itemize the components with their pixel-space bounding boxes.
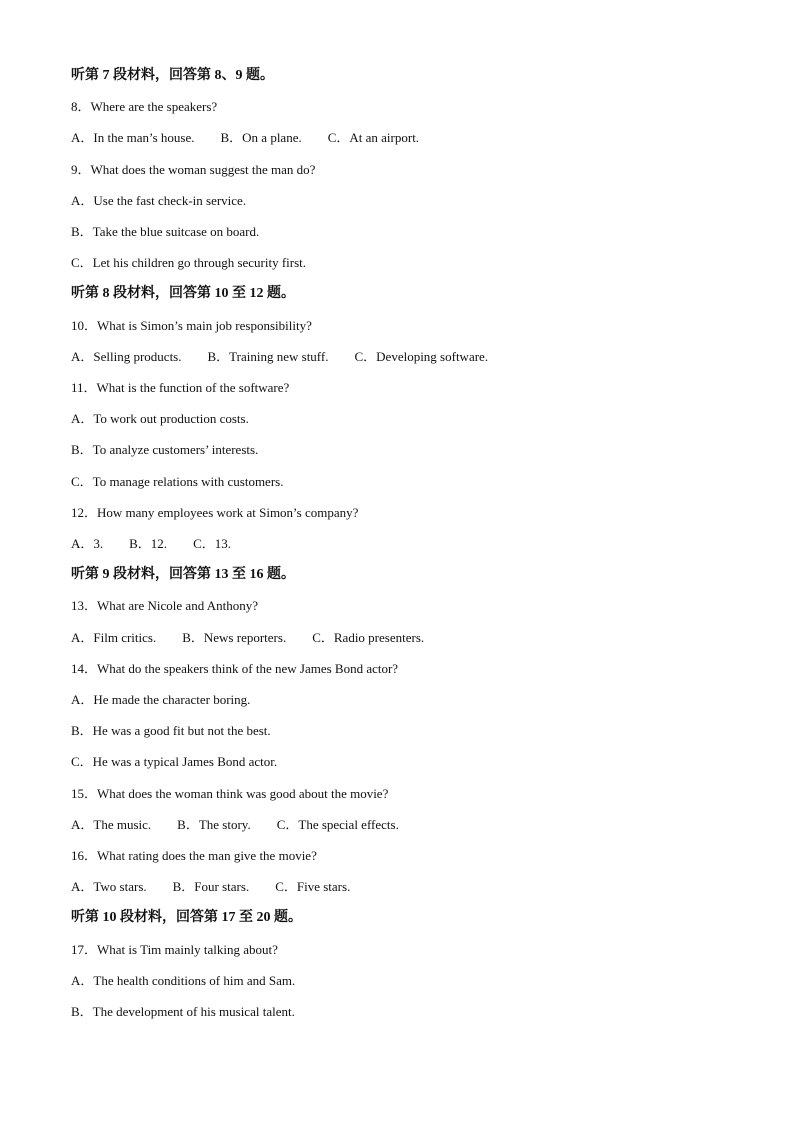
answer-option: B．12.	[129, 536, 168, 551]
question-line: A．He made the character boring.	[71, 692, 251, 707]
option-row	[71, 349, 514, 365]
question-line: 16．What rating does the man give the movie?	[71, 848, 317, 863]
question-line: 17．What is Tim mainly talking about?	[71, 941, 278, 957]
question-line: 12．How many employees work at Simon’s company?	[71, 504, 359, 520]
option-row	[71, 630, 450, 646]
question-line: 13．What are Nicole and Anthony?	[71, 598, 258, 614]
question-line: A．Use the fast check-in service.	[71, 192, 247, 208]
option-row	[71, 130, 445, 146]
answer-option: C．13.	[193, 536, 231, 551]
option-row	[71, 879, 376, 895]
question-line: B．The development of his musical talent.	[71, 1004, 295, 1019]
question-line: B．Take the blue suitcase on board.	[71, 224, 260, 239]
answer-option: A．Film critics.	[71, 629, 157, 645]
question-line: 10．What is Simon’s main job responsibility?	[71, 317, 312, 333]
question-line: 9．What does the woman suggest the man do?	[71, 161, 316, 177]
question-line: 14．What do the speakers think of the new James Bond actor?	[71, 660, 399, 676]
section-heading: 听第 9 段材料，回答第 13 至 16 题。	[71, 567, 295, 583]
question-line: C．To manage relations with customers.	[71, 473, 284, 489]
answer-option: B．The story.	[177, 816, 251, 832]
question-line: C．He was a typical James Bond actor.	[71, 754, 278, 770]
section-heading: 听第 10 段材料，回答第 17 至 20 题。	[71, 910, 302, 926]
answer-option: C．At an airport.	[327, 130, 420, 146]
question-line: C．Let his children go through security first.	[71, 255, 307, 271]
answer-option: A．Selling products.	[71, 348, 182, 364]
answer-option: A．The music.	[71, 816, 152, 832]
answer-option: B．Training new stuff.	[207, 348, 329, 364]
question-line: A．The health conditions of him and Sam.	[71, 972, 296, 988]
question-line: B．To analyze customers’ interests.	[71, 442, 259, 458]
option-row	[71, 817, 425, 833]
option-row	[71, 536, 257, 552]
answer-option: B．News reporters.	[182, 629, 287, 645]
answer-option: C．The special effects.	[276, 816, 399, 832]
answer-option: C．Radio presenters.	[312, 629, 425, 645]
answer-option: C．Five stars.	[275, 879, 351, 895]
question-line: 8．Where are the speakers?	[71, 99, 218, 115]
answer-option: B．Four stars.	[172, 879, 250, 895]
answer-option: B．On a plane.	[220, 130, 302, 146]
question-line: 11．What is the function of the software?	[71, 380, 290, 395]
answer-option: C．Developing software.	[354, 348, 489, 364]
question-line: B．He was a good fit but not the best.	[71, 723, 271, 739]
section-heading: 听第 8 段材料，回答第 10 至 12 题。	[71, 286, 295, 302]
question-line: 15．What does the woman think was good about the movie?	[71, 785, 389, 801]
answer-option: A．Two stars.	[71, 879, 147, 895]
answer-option: A．In the man’s house.	[71, 130, 195, 146]
section-heading: 听第 7 段材料，回答第 8、9 题。	[71, 68, 274, 83]
question-line: A．To work out production costs.	[71, 411, 249, 427]
answer-option: A．3.	[71, 536, 104, 551]
